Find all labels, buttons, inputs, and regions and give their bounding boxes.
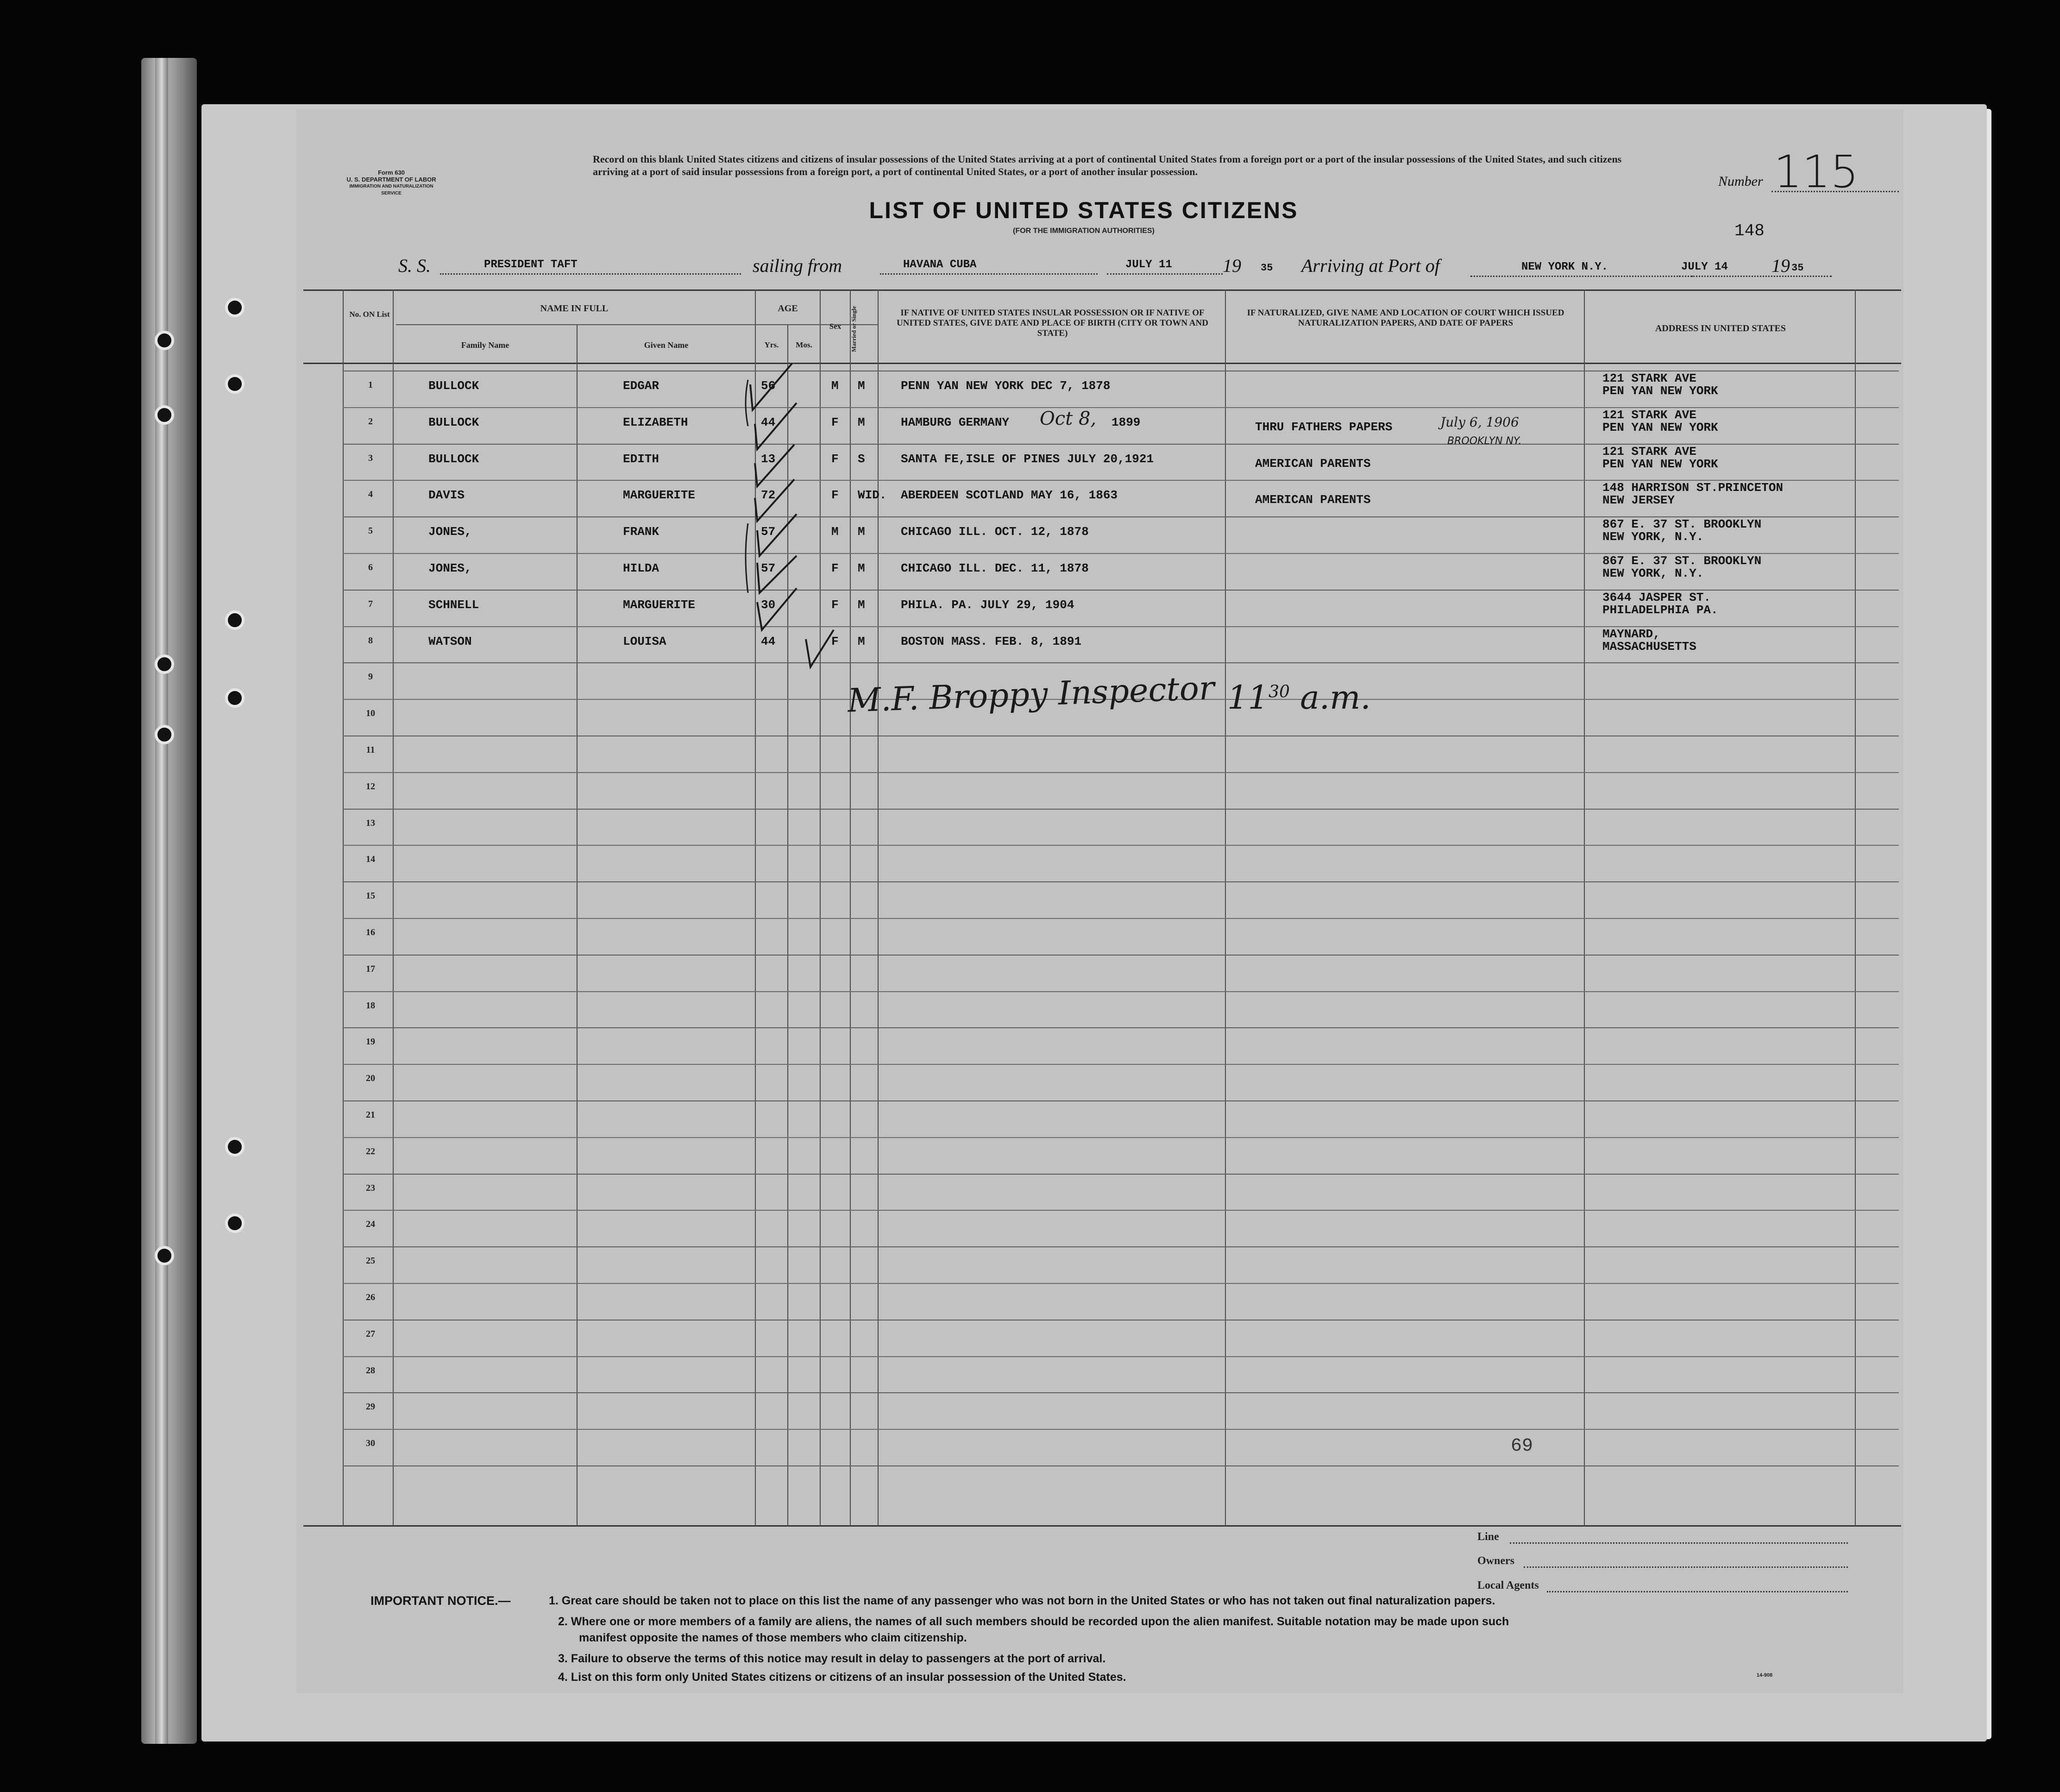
marital-status-cell: M [858,525,865,539]
handwritten-inspector: M.F. Broppy Inspector [847,669,1215,720]
punch-hole-icon [225,1137,245,1157]
arrive-year: 35 [1791,262,1804,274]
bracket-mark-icon [746,380,748,426]
address-line-2: MASSACHUSETTS [1602,639,1696,654]
row-number: 8 [368,635,373,646]
birth-cell: HAMBURG GERMANY [901,415,1010,429]
number-line [1771,191,1899,192]
sailing-from-value: HAVANA CUBA [903,258,977,271]
col-rule [577,324,578,1526]
col-rule [1855,289,1856,1526]
naturalization-cell: AMERICAN PARENTS [1255,493,1371,507]
row-number: 26 [366,1292,375,1302]
row-rule [343,1465,1899,1466]
row-number: 24 [366,1219,375,1230]
address-line-2: PEN YAN NEW YORK [1602,457,1718,471]
address-line-1: 867 E. 37 ST. BROOKLYN [1602,554,1762,568]
header-address: ADDRESS IN UNITED STATES [1655,323,1786,333]
row-number: 17 [366,963,375,974]
header-given-name: Given Name [644,340,689,350]
given-name-cell: MARGUERITE [623,488,696,503]
form-title: LIST OF UNITED STATES CITIZENS [869,197,1299,223]
row-number: 13 [366,817,375,828]
address-line-1: 867 E. 37 ST. BROOKLYN [1602,517,1762,532]
form-id-block [340,169,442,197]
footer-line-field [1510,1542,1848,1544]
punch-hole-icon [155,405,174,425]
arriving-label: Arriving at Port of [1301,255,1440,276]
port-line [1470,276,1693,277]
family-name-cell: JONES, [428,561,472,575]
subheader-rule [396,324,878,325]
row-number: 9 [368,672,373,682]
family-name-cell: WATSON [428,634,472,648]
from-line [880,273,1098,275]
table-top-rule [303,289,1901,291]
header-family-name: Family Name [461,340,509,350]
table-header-rule [303,363,1901,364]
row-number: 23 [366,1182,375,1193]
header-married-single: Married or Single [850,306,857,352]
birth-cell: BOSTON MASS. FEB. 8, 1891 [901,634,1082,648]
birth-cell: CHICAGO ILL. DEC. 11, 1878 [901,561,1089,575]
punch-hole-icon [155,654,174,674]
header-sex: Sex [829,322,842,331]
handwritten-time [1227,679,1371,717]
number-value: 115 [1774,146,1859,198]
row-number: 25 [366,1256,375,1266]
row-number: 7 [368,598,373,609]
address-line-1: 121 STARK AVE [1602,444,1696,459]
birth-cell: PHILA. PA. JULY 29, 1904 [901,597,1074,612]
time-hour: 11 [1227,679,1269,717]
given-name-cell: HILDA [623,561,659,575]
form-subtitle: (FOR THE IMMIGRATION AUTHORITIES) [1013,227,1155,235]
marital-status-cell: WID. [858,488,887,503]
form-number: Form 630 [378,169,405,176]
row-rule [343,918,1899,919]
given-name-cell: EDITH [623,452,659,466]
address-line-2: NEW YORK, N.Y. [1602,530,1704,544]
form-instructions: Record on this blank United States citizens and citizens of insular possessions of the United States arriving at a port of continental United States from a foreign port or a port of the insular possessions of the United States, and such citizens arriving at a port of said insular possessions from a foreign port, a port of continental United States, or a port of another insular possession. [593,153,1622,177]
bracket-marks [746,380,748,593]
family-name-cell: BULLOCK [428,415,479,429]
row-number: 27 [366,1328,375,1339]
family-name-cell: JONES, [428,525,472,539]
row-number: 16 [366,927,375,937]
age-cell: 72 [761,488,776,503]
marital-status-cell: S [858,452,865,466]
notice-item-2-cont: manifest opposite the names of those members who claim citizenship. [579,1631,967,1644]
row-number: 28 [366,1365,375,1376]
address-line-1: MAYNARD, [1602,627,1660,641]
check-mark-icon [755,403,797,449]
row-rule [343,1064,1899,1065]
age-cell: 57 [761,525,776,539]
check-mark-icon [755,479,794,521]
birth-cell: CHICAGO ILL. OCT. 12, 1878 [901,525,1089,539]
row-rule [343,772,1899,773]
given-name-cell: LOUISA [623,634,666,648]
bottom-form-code: 14-908 [1756,1673,1773,1678]
row-rule [343,881,1899,882]
row-rule [343,845,1899,846]
age-cell: 44 [761,415,776,429]
depart-year: 35 [1261,262,1273,274]
punch-hole-icon [155,1246,174,1265]
notice-heading: IMPORTANT NOTICE.— [371,1594,511,1608]
row-number: 11 [366,745,375,755]
row-number: 14 [366,854,375,865]
bracket-mark-icon [746,523,748,593]
address-line-2: NEW YORK, N.Y. [1602,566,1704,580]
row-number: 29 [366,1402,375,1412]
punch-hole-icon [225,688,245,708]
row-rule [343,1429,1899,1430]
birth-date-handwritten: Oct 8, [1040,408,1097,429]
punch-hole-icon [155,725,174,744]
date-line [1107,273,1223,275]
ship-line [440,273,741,275]
check-mark-group [750,364,834,667]
naturalization-cell: AMERICAN PARENTS [1255,456,1371,471]
header-yrs: Yrs. [764,340,779,349]
header-mos: Mos. [796,340,812,349]
col-rule [393,289,394,1526]
check-mark-icon [757,556,797,593]
arrive-year-prefix: 19 [1771,255,1790,276]
sex-cell: F [831,488,839,503]
footer-agents-field [1547,1591,1848,1592]
birth-year-cell: 1899 [1112,415,1141,429]
handwritten-nat-date: July 6, 1906 [1440,415,1519,430]
footer-line-label: Line [1477,1531,1499,1543]
row-number: 30 [366,1438,375,1449]
address-line-2: NEW JERSEY [1602,493,1675,508]
row-rule [343,1174,1899,1175]
marital-status-cell: M [858,597,865,612]
row-rule [343,1100,1899,1101]
row-number: 6 [368,562,373,572]
depart-date: JULY 11 [1125,258,1172,271]
ship-name: PRESIDENT TAFT [484,258,578,271]
age-cell: 44 [761,634,776,648]
row-number: 12 [366,781,375,792]
header-name-in-full: NAME IN FULL [540,303,609,314]
row-number: 2 [368,416,373,427]
row-rule [343,1392,1899,1393]
row-rule [343,1137,1899,1138]
notice-item-1: 1. Great care should be taken not to place on this list the name of any passenger who was not born in the United States or who has not taken out final naturalization papers. [549,1594,1495,1607]
row-number: 1 [368,380,373,390]
row-rule [343,809,1899,810]
row-rule [343,955,1899,956]
row-rule [343,1210,1899,1211]
row-number: 4 [368,489,373,500]
row-number: 15 [366,891,375,901]
punch-hole-icon [225,298,245,317]
col-rule [343,289,344,1526]
age-cell: 57 [761,561,776,575]
row-number: 3 [368,453,373,463]
age-cell: 56 [761,379,776,393]
birth-cell: ABERDEEN SCOTLAND MAY 16, 1863 [901,488,1118,503]
handwritten-nat-place: BROOKLYN NY. [1447,435,1522,447]
birth-cell: PENN YAN NEW YORK DEC 7, 1878 [901,379,1111,393]
arrive-line [1679,276,1832,277]
address-line-2: PEN YAN NEW YORK [1602,384,1718,398]
row-number: 10 [366,708,375,719]
sex-cell: F [831,634,839,648]
header-naturalized: IF NATURALIZED, GIVE NAME AND LOCATION OF COURT WHICH ISSUED NATURALIZATION PAPERS, AND DATE OF PAPERS [1247,308,1564,328]
punch-hole-icon [225,1214,245,1233]
row-rule [343,1027,1899,1028]
sailing-from-label: sailing from [753,255,842,276]
time-minutes: 30 [1269,682,1290,702]
marital-status-cell: M [858,561,865,575]
notice-item-4: 4. List on this form only United States citizens or citizens of an insular possession of the United States. [558,1671,1126,1684]
check-mark-icon [757,514,797,556]
age-cell: 13 [761,452,776,466]
sex-cell: F [831,561,839,575]
binder-rod [155,58,168,1744]
page-stamp-number: 69 [1511,1436,1533,1457]
stamp-number: 148 [1734,221,1765,240]
header-no: No. ON List [349,310,390,319]
row-rule [343,662,1899,663]
family-name-cell: BULLOCK [428,379,479,393]
sex-cell: M [831,525,839,539]
arrive-date: JULY 14 [1681,261,1728,273]
year-label: 19 [1223,255,1241,276]
row-number: 21 [366,1110,375,1120]
birth-cell: SANTA FE,ISLE OF PINES JULY 20,1921 [901,452,1154,466]
row-number: 5 [368,526,373,536]
check-marks [741,352,880,676]
marital-status-cell: M [858,415,865,429]
footer-agents-label: Local Agents [1477,1579,1539,1591]
notice-item-2: 2. Where one or more members of a family are aliens, the names of all such members should be recorded upon the alien manifest. Suitable notation may be made upon such [558,1615,1509,1628]
row-rule [343,1283,1899,1284]
row-rule [343,991,1899,992]
sex-cell: F [831,597,839,612]
sex-cell: M [831,379,839,393]
marital-status-cell: M [858,634,865,648]
family-name-cell: SCHNELL [428,597,479,612]
sex-cell: F [831,452,839,466]
family-name-cell: DAVIS [428,488,465,503]
check-mark-icon [750,364,792,410]
header-age: AGE [778,303,798,314]
punch-hole-icon [155,331,174,350]
given-name-cell: EDGAR [623,379,659,393]
given-name-cell: ELIZABETH [623,415,688,429]
address-line-1: 121 STARK AVE [1602,371,1696,385]
address-line-1: 3644 JASPER ST. [1602,590,1711,604]
form-dept: U. S. DEPARTMENT OF LABOR [346,176,436,183]
binder-strip [141,58,197,1744]
check-mark-icon [755,445,794,486]
arrival-port: NEW YORK N.Y. [1521,261,1608,273]
address-line-2: PEN YAN NEW YORK [1602,420,1718,434]
address-line-1: 121 STARK AVE [1602,408,1696,422]
check-mark-icon [806,630,834,667]
punch-hole-icon [225,374,245,394]
marital-status-cell: M [858,379,865,393]
row-number: 19 [366,1037,375,1047]
address-line-1: 148 HARRISON ST.PRINCETON [1602,481,1784,495]
check-mark-icon [757,588,797,630]
sex-cell: F [831,415,839,429]
row-number: 22 [366,1146,375,1157]
row-rule [343,1356,1899,1357]
row-rule [343,626,1899,627]
time-suffix: a.m. [1300,679,1371,717]
table-bottom-rule [303,1525,1901,1527]
age-cell: 30 [761,597,776,612]
footer-owners-field [1524,1566,1848,1568]
number-label: Number [1718,174,1763,189]
notice-item-3: 3. Failure to observe the terms of this notice may result in delay to passengers at the port of arrival. [558,1652,1106,1665]
family-name-cell: BULLOCK [428,452,479,466]
row-number: 20 [366,1073,375,1084]
form-service: IMMIGRATION AND NATURALIZATION SERVICE [349,184,433,196]
ss-label: S. S. [398,255,431,276]
row-number: 18 [366,1000,375,1011]
col-rule [1584,289,1585,1526]
given-name-cell: FRANK [623,525,659,539]
address-line-2: PHILADELPHIA PA. [1602,603,1718,617]
punch-hole-icon [225,610,245,630]
given-name-cell: MARGUERITE [623,597,696,612]
header-birth: IF NATIVE OF UNITED STATES INSULAR POSSESSION OR IF NATIVE OF UNITED STATES, GIVE DATE AND PLACE OF BIRTH (CITY OR TOWN AND STATE) [897,308,1208,338]
footer-owners-label: Owners [1477,1555,1514,1567]
naturalization-cell: THRU FATHERS PAPERS [1255,420,1393,434]
col-rule [1225,289,1226,1526]
row-rule [343,1246,1899,1247]
